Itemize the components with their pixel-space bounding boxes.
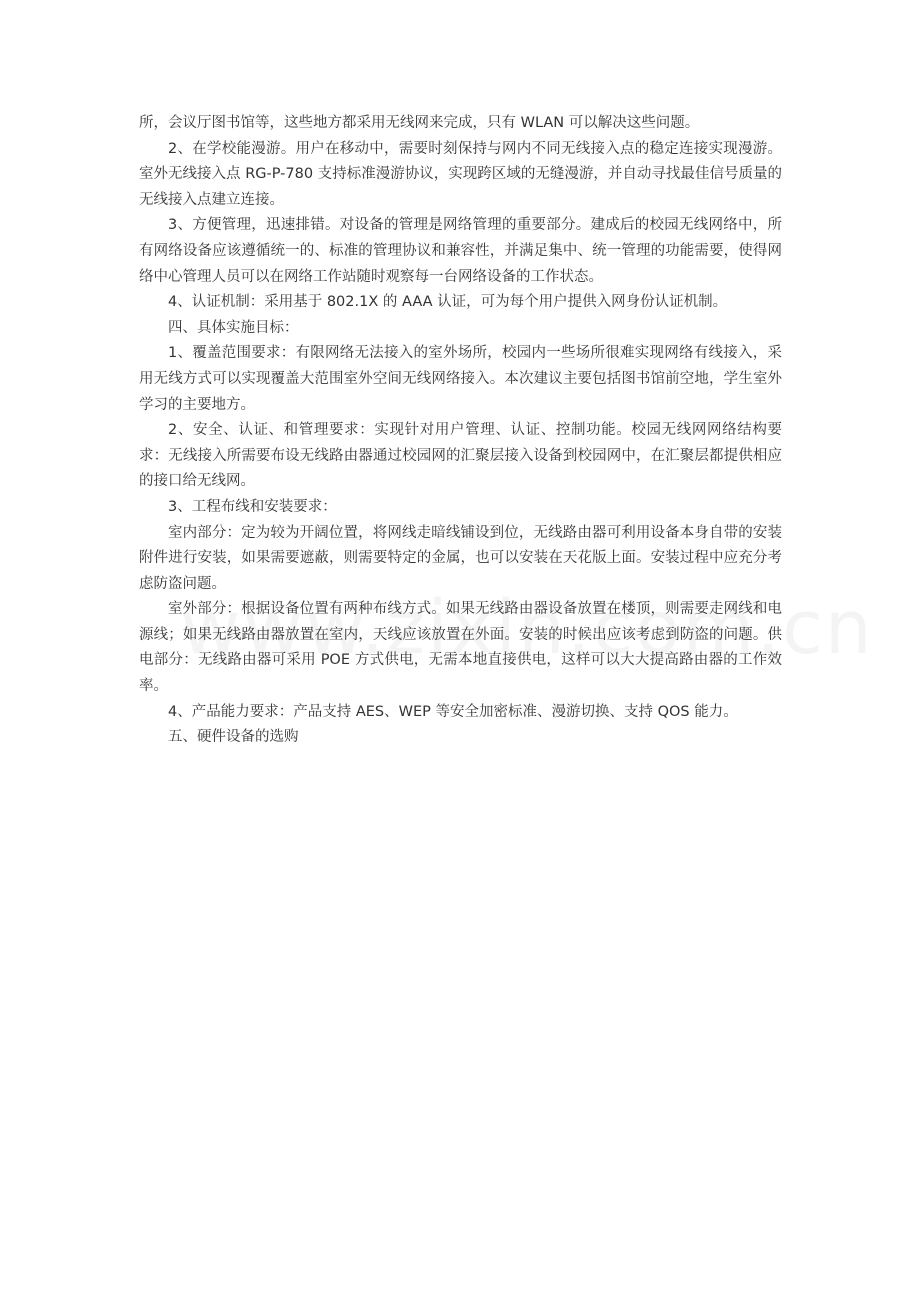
paragraph-outdoor: 室外部分：根据设备位置有两种布线方式。如果无线路由器设备放置在楼顶，则需要走网线和电源线；如果无线路由器放置在室内，天线应该放置在外面。安装的时候出应该考虑到防盗的问题。供电部分：无线路由器可采用 POE 方式供电，无需本地直接供电，这样可以大大提高路由器的工作效率。 [139,601,782,695]
paragraph-coverage: 1、覆盖范围要求：有限网络无法接入的室外场所，校园内一些场所很难实现网络有线接入，采用无线方式可以实现覆盖大范围室外空间无线网络接入。本次建议主要包括图书馆前空地，学生室外学习的主要地方。 [139,345,782,413]
paragraph-authentication: 4、认证机制：采用基于 802.1X 的 AAA 认证，可为每个用户提供入网身份认证机制。 [168,294,728,311]
document-body [139,111,782,751]
section-heading-goals: 四、具体实施目标： [168,319,299,336]
paragraph-security: 2、安全、认证、和管理要求：实现针对用户管理、认证、控制功能。校园无线网网络结构要求：无线接入所需要布设无线路由器通过校园网的汇聚层接入设备到校园网中，在汇聚层都提供相应的接口给无线网。 [139,422,782,490]
paragraph-installation-heading: 3、工程布线和安装要求： [168,498,337,515]
paragraph-indoor: 室内部分：定为较为开阔位置，将网线走暗线铺设到位，无线路由器可利用设备本身自带的安装附件进行安装，如果需要遮蔽，则需要特定的金属，也可以安装在天花版上面。安装过程中应充分考虑防盗问题。 [139,524,782,592]
paragraph-continuation: 所，会议厅图书馆等，这些地方都采用无线网来完成，只有 WLAN 可以解决这些问题。 [139,115,700,131]
paragraph-management: 3、方便管理，迅速排错。对设备的管理是网络管理的重要部分。建成后的校园无线网络中，所有网络设备应该遵循统一的、标准的管理协议和兼容性，并满足集中、统一管理的功能需要，使得网络中心管理人员可以在网络工作站随时观察每一台网络设备的工作状态。 [139,217,782,285]
section-heading-hardware: 五、硬件设备的选购 [168,729,299,746]
paragraph-product-capability: 4、产品能力要求：产品支持 AES、WEP 等安全加密标准、漫游切换、支持 QOS 能力。 [168,703,738,720]
paragraph-roaming: 2、在学校能漫游。用户在移动中，需要时刻保持与网内不同无线接入点的稳定连接实现漫游。室外无线接入点 RG-P-780 支持标准漫游协议，实现跨区域的无缝漫游，并自动寻找最佳信号质量的无线接入点建立连接。 [139,140,782,208]
